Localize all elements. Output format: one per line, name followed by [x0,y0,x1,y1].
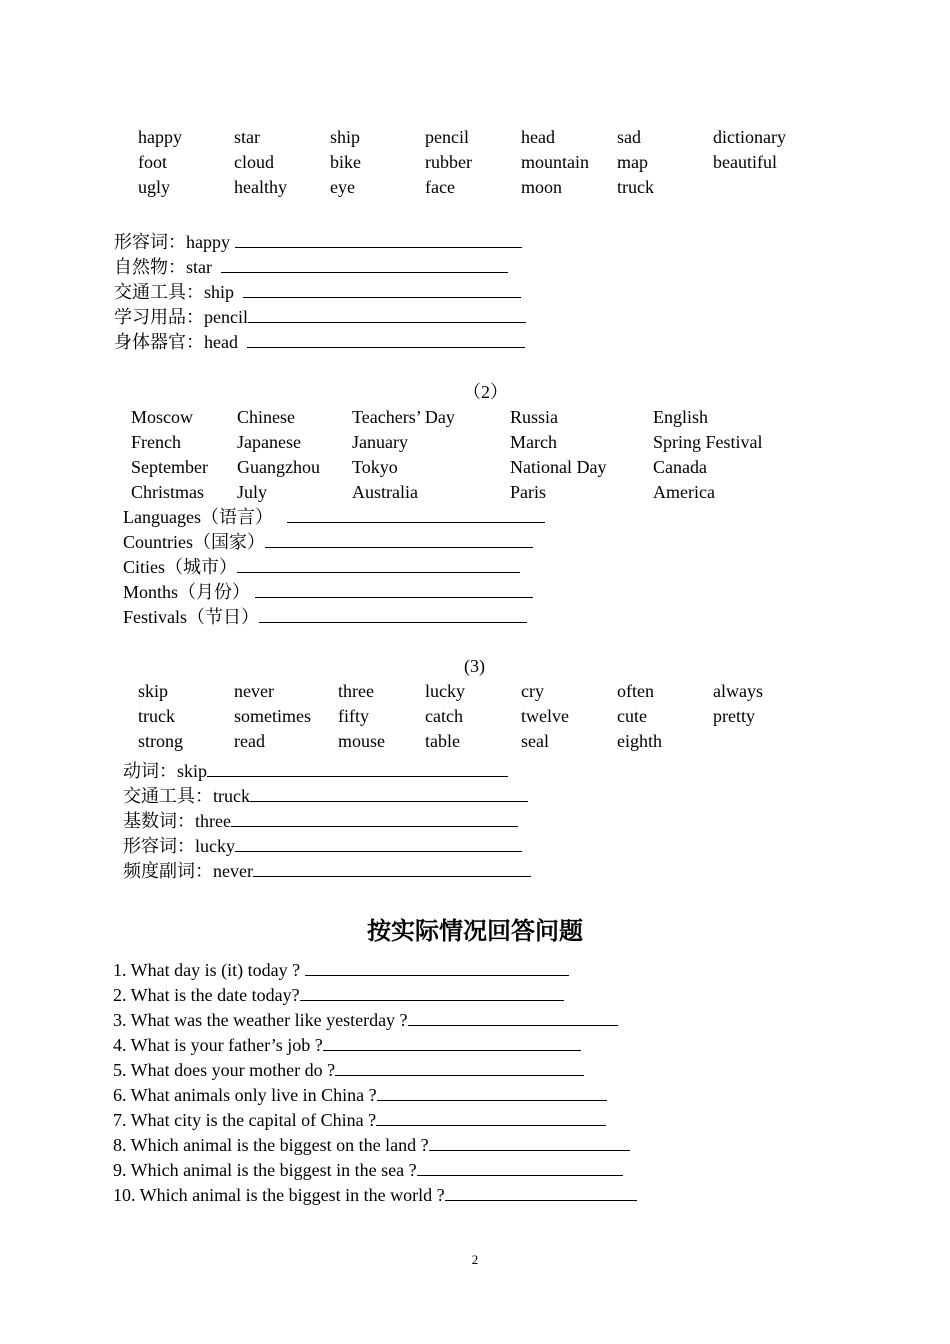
word-cell: cry [521,681,544,701]
question-line [113,1109,606,1131]
word-cell: July [237,482,268,502]
category-line [123,506,545,528]
question-text: 1. What day is (it) today ? [113,960,305,980]
word-cell: Canada [653,457,707,477]
word-cell: National Day [510,457,607,477]
category-line [114,281,521,303]
answer-blank[interactable] [287,506,545,523]
word-cell: happy [138,127,182,147]
category-label: Cities（城市） [123,557,238,577]
answer-blank[interactable] [377,1084,607,1101]
word-cell: truck [138,706,175,726]
word-cell: fifty [338,706,369,726]
word-cell: Christmas [131,482,205,502]
word-cell: never [234,681,274,701]
word-cell: Chinese [237,407,295,427]
word-cell: always [713,681,763,701]
category-line [123,760,508,782]
question-text: 4. What is your father’s job ? [113,1035,323,1055]
answer-blank[interactable] [305,959,569,976]
answer-blank[interactable] [248,306,526,323]
question-text: 6. What animals only live in China ? [113,1085,377,1105]
category-line [114,306,526,328]
category-label: Languages（语言） [123,507,278,527]
word-cell: pretty [713,706,755,726]
word-cell: face [425,177,455,197]
category-line [123,581,533,603]
question-text: 9. Which animal is the biggest in the sea ? [113,1160,417,1180]
word-cell: ugly [138,177,171,197]
word-cell: read [234,731,265,751]
word-cell: rubber [425,152,472,172]
word-cell: September [131,457,208,477]
word-cell: Spring Festival [653,432,763,452]
word-cell: Japanese [237,432,301,452]
word-cell: Australia [352,482,418,502]
category-line [123,556,520,578]
category-line [114,331,525,353]
word-cell: skip [138,681,169,701]
question-text: 8. Which animal is the biggest on the land ? [113,1135,429,1155]
question-line [113,1159,623,1181]
word-cell: head [521,127,555,147]
word-cell: foot [138,152,167,172]
word-cell: table [425,731,460,751]
category-line [123,606,527,628]
category-label: 形容词：lucky [123,836,235,856]
question-line [113,1134,630,1156]
question-text: 3. What was the weather like yesterday ? [113,1010,408,1030]
answer-blank[interactable] [250,785,528,802]
answer-blank[interactable] [243,281,521,298]
word-cell: sad [617,127,641,147]
category-label: 频度副词：never [123,861,253,881]
answer-blank[interactable] [235,231,522,248]
word-cell: catch [425,706,463,726]
answer-blank[interactable] [231,810,518,827]
answer-blank[interactable] [300,984,564,1001]
word-cell: Paris [510,482,546,502]
question-text: 10. Which animal is the biggest in the world ? [113,1185,445,1205]
word-cell: twelve [521,706,569,726]
word-cell: healthy [234,177,287,197]
answer-blank[interactable] [417,1159,623,1176]
answer-blank[interactable] [255,581,533,598]
category-label: 自然物：star [114,257,221,277]
word-cell: beautiful [713,152,777,172]
word-cell: mountain [521,152,589,172]
category-label: 动词：skip [123,761,208,781]
answer-blank[interactable] [247,331,525,348]
word-cell: Tokyo [352,457,398,477]
word-cell: seal [521,731,549,751]
question-text: 5. What does your mother do ? [113,1060,336,1080]
word-cell: America [653,482,715,502]
section2-label: （2） [463,382,508,402]
section3-label: (3) [464,656,485,676]
word-cell: truck [617,177,654,197]
word-cell: moon [521,177,563,197]
answer-blank[interactable] [376,1109,606,1126]
word-cell: mouse [338,731,385,751]
answer-blank[interactable] [259,606,527,623]
word-cell: lucky [425,681,465,701]
word-cell: English [653,407,709,427]
answer-blank[interactable] [221,256,508,273]
question-line [113,959,569,981]
word-cell: Guangzhou [237,457,320,477]
category-line [123,810,518,832]
question-text: 2. What is the date today? [113,985,300,1005]
category-label: 身体器官：head [114,332,247,352]
word-cell: often [617,681,654,701]
questions-title: 按实际情况回答问题 [367,917,583,945]
answer-blank[interactable] [408,1009,618,1026]
category-line [114,231,522,253]
answer-blank[interactable] [265,531,533,548]
category-label: Festivals（节日） [123,607,260,627]
answer-blank[interactable] [445,1184,637,1201]
answer-blank[interactable] [235,835,522,852]
word-cell: French [131,432,181,452]
word-cell: star [234,127,260,147]
word-cell: March [510,432,557,452]
category-label: 形容词：happy [114,232,235,252]
answer-blank[interactable] [237,556,520,573]
word-cell: sometimes [234,706,311,726]
category-line [123,860,531,882]
word-cell: three [338,681,374,701]
word-cell: Russia [510,407,559,427]
answer-blank[interactable] [335,1059,584,1076]
page-number: 2 [471,1252,479,1267]
category-label: Countries（国家） [123,532,265,552]
question-line [113,1034,581,1056]
category-label: 交通工具：ship [114,282,244,302]
answer-blank[interactable] [429,1134,630,1151]
question-line [113,1184,637,1206]
word-cell: ship [330,127,361,147]
word-cell: bike [330,152,361,172]
question-line [113,1059,584,1081]
word-cell: cute [617,706,647,726]
word-cell: map [617,152,648,172]
word-cell: strong [138,731,183,751]
category-line [123,785,528,807]
word-cell: eighth [617,731,662,751]
question-text: 7. What city is the capital of China ? [113,1110,377,1130]
word-cell: pencil [425,127,469,147]
category-label: 基数词：three [123,811,231,831]
word-cell: Moscow [131,407,193,427]
category-label: 交通工具：truck [123,786,250,806]
word-cell: cloud [234,152,274,172]
question-line [113,984,564,1006]
question-line [113,1084,607,1106]
answer-blank[interactable] [253,860,531,877]
answer-blank[interactable] [207,760,508,777]
category-line [114,256,508,278]
question-line [113,1009,618,1031]
word-cell: dictionary [713,127,786,147]
category-label: Months（月份） [123,582,255,602]
category-line [123,835,522,857]
category-label: 学习用品：pencil [114,307,248,327]
word-cell: Teachers’ Day [352,407,455,427]
category-line [123,531,533,553]
answer-blank[interactable] [323,1034,581,1051]
word-cell: January [352,432,408,452]
word-cell: eye [330,177,355,197]
